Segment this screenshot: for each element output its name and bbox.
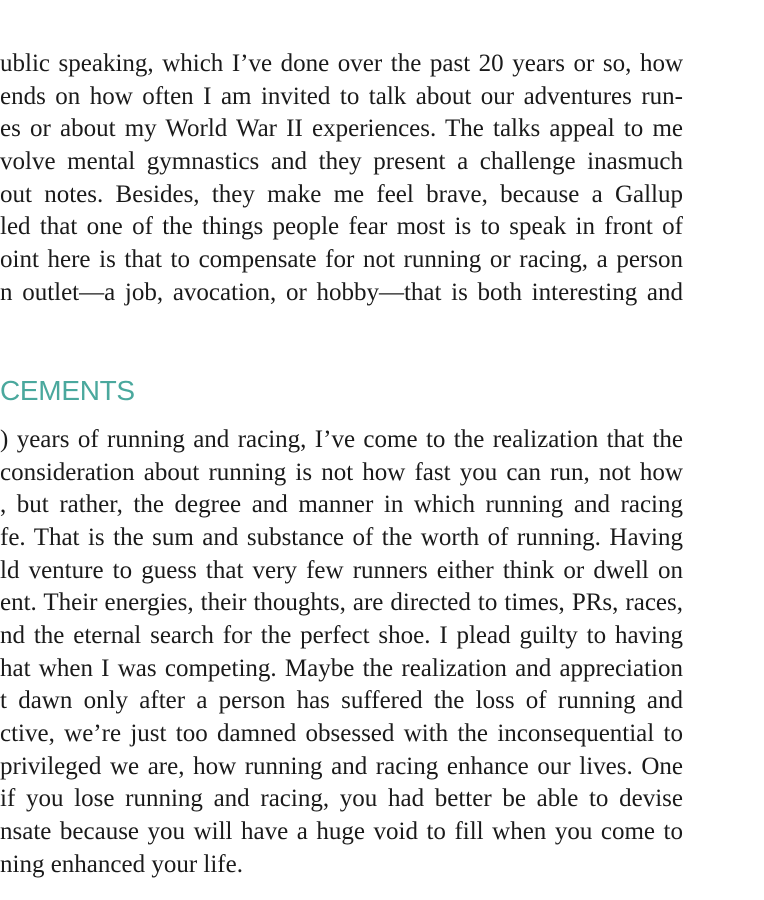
text-line: if you lose running and racing, you had better be able to devise: [0, 785, 683, 812]
text-line: out notes. Besides, they make me feel brave, because a Gallup: [0, 181, 683, 208]
text-line: , but rather, the degree and manner in which running and racing: [0, 491, 683, 518]
text-line: t dawn only after a person has suffered the loss of running and: [0, 687, 683, 714]
text-line: ent. Their energies, their thoughts, are directed to times, PRs, races,: [0, 589, 683, 616]
text-line: fe. That is the sum and substance of the worth of running. Having: [0, 524, 683, 551]
text-line: led that one of the things people fear most is to speak in front of: [0, 213, 683, 240]
text-line: ctive, we’re just too damned obsessed with the inconsequential to: [0, 720, 683, 747]
text-line: nsate because you will have a huge void to fill when you come to: [0, 818, 683, 845]
section-heading: CEMENTS: [0, 375, 135, 406]
text-line: volve mental gymnastics and they present a challenge inasmuch: [0, 148, 683, 175]
text-line: oint here is that to compensate for not running or racing, a person: [0, 246, 683, 273]
text-line: ends on how often I am invited to talk about our adventures run-: [0, 83, 683, 110]
text-line: ning enhanced your life.: [0, 851, 243, 878]
text-line: es or about my World War II experiences. The talks appeal to me: [0, 115, 683, 142]
text-line: n outlet—a job, avocation, or hobby—that is both interesting and: [0, 279, 683, 306]
text-line: ld venture to guess that very few runners either think or dwell on: [0, 557, 683, 584]
text-line: hat when I was competing. Maybe the realization and appreciation: [0, 655, 683, 682]
text-line: ublic speaking, which I’ve done over the past 20 years or so, how: [0, 50, 683, 77]
text-line: ) years of running and racing, I’ve come to the realization that the: [0, 426, 683, 453]
text-line: privileged we are, how running and racing enhance our lives. One: [0, 753, 683, 780]
text-line: nd the eternal search for the perfect shoe. I plead guilty to having: [0, 622, 683, 649]
text-line: consideration about running is not how fast you can run, not how: [0, 459, 683, 486]
